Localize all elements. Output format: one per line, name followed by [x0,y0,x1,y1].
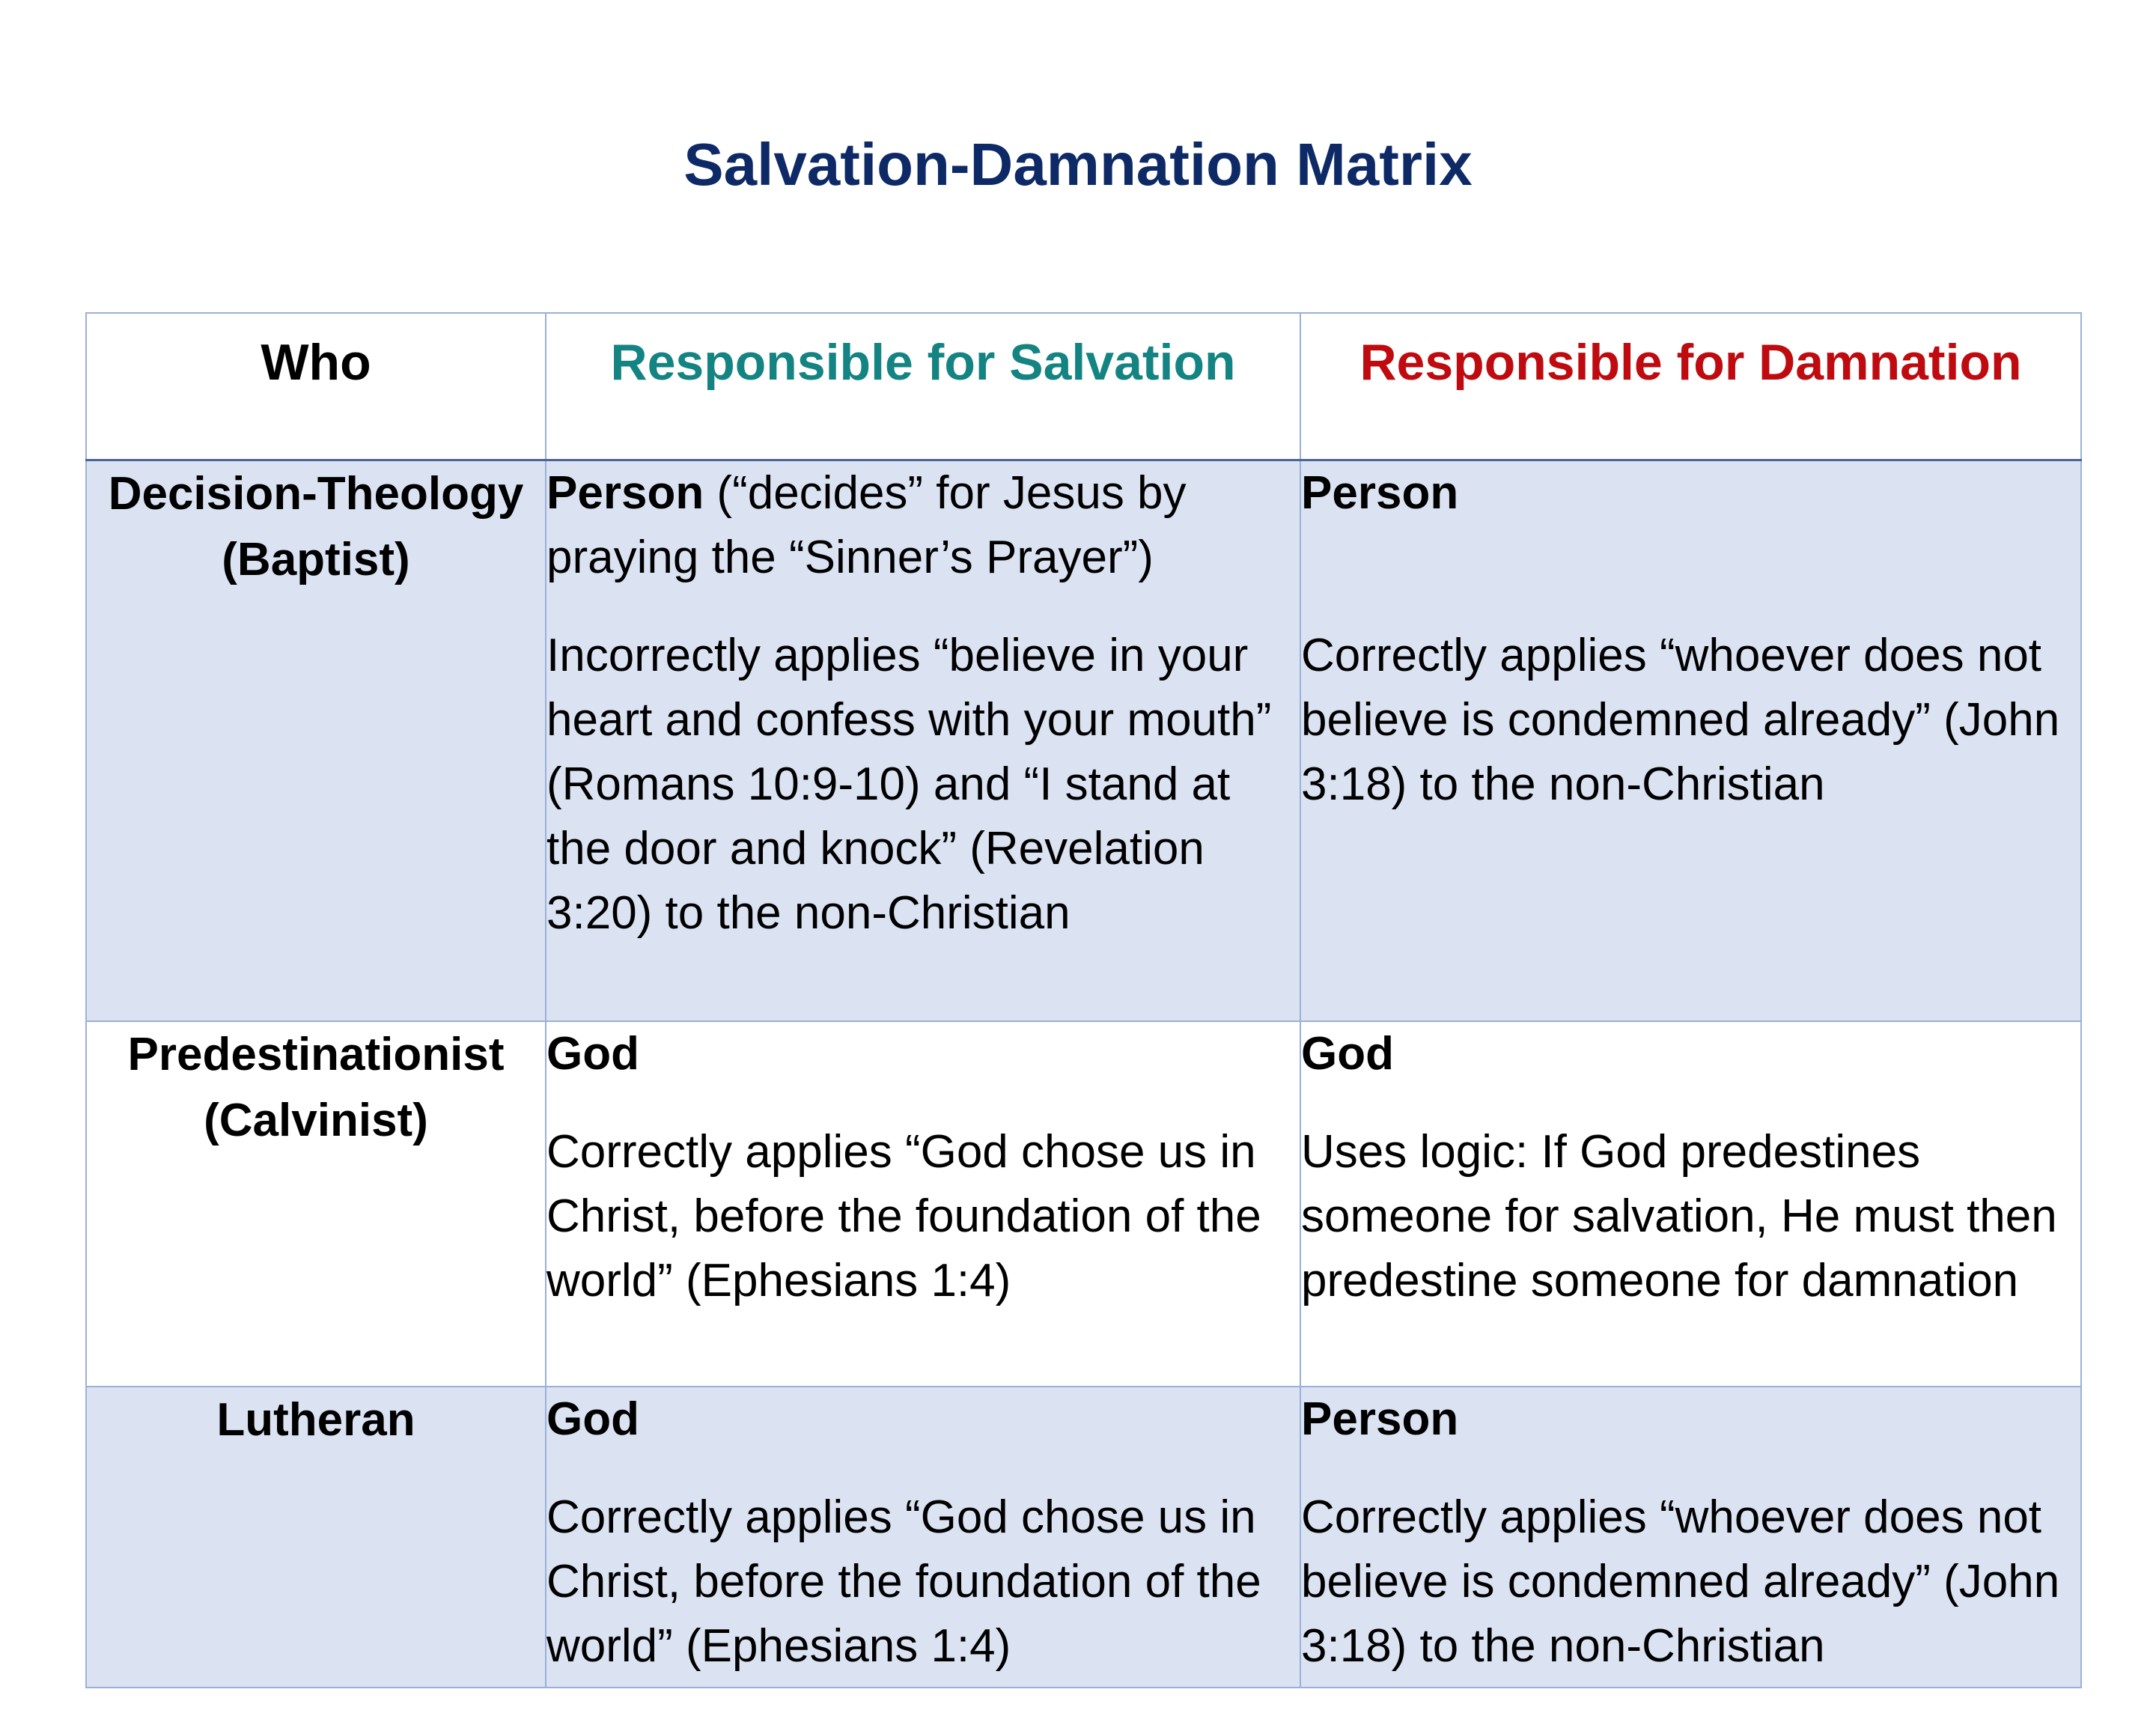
salvation-lead-detail: (“decides” for Jesus by praying the “Sinner’s Prayer”) [546,467,1187,583]
salvation-lead-line [546,1022,1300,1086]
salvation-description: Correctly applies “God chose us in Christ, before the foundation of the world” (Ephesians 1:4) [546,1126,1261,1306]
salvation-lead-line [546,1387,1300,1452]
table-row [86,1021,2081,1387]
salvation-responsible: Person [546,467,704,519]
row-who-cell [86,1387,546,1688]
damnation-lead-line [1301,461,2080,526]
damnation-lead-line [1301,1022,2080,1086]
row-who-label: Lutheran [216,1394,415,1446]
header-salvation: Responsible for Salvation [546,313,1300,460]
salvation-responsible: God [546,1028,639,1080]
salvation-lead-line [546,461,1300,590]
salvation-cell [546,460,1300,1022]
damnation-responsible: God [1301,1028,1394,1080]
header-damnation: Responsible for Damnation [1300,313,2081,460]
page-title: Salvation-Damnation Matrix [683,131,1473,198]
table-row [86,1387,2081,1688]
row-who-cell [86,460,546,1022]
table-row [86,460,2081,1022]
damnation-description: Uses logic: If God predestines someone for salvation, He must then predestine someone for damnation [1301,1126,2057,1306]
header-who: Who [86,313,546,460]
salvation-description: Incorrectly applies “believe in your heart and confess with your mouth” (Romans 10:9-10) and “I stand at the door and knock” (Revelation 3:20) to the non-Christian [546,630,1272,939]
salvation-cell [546,1021,1300,1387]
row-who-label: Predestinationist (Calvinist) [127,1029,505,1146]
salvation-description: Correctly applies “God chose us in Christ, before the foundation of the world” (Ephesians 1:4) [546,1491,1261,1672]
row-who-cell [86,1021,546,1387]
salvation-damnation-table [85,312,2082,1688]
damnation-description: Correctly applies “whoever does not believe is condemned already” (John 3:18) to the non-Christian [1301,630,2060,810]
damnation-cell [1300,1387,2081,1688]
row-who-label: Decision-Theology (Baptist) [108,468,524,585]
damnation-cell [1300,1021,2081,1387]
salvation-cell [546,1387,1300,1688]
damnation-responsible: Person [1301,1393,1459,1445]
salvation-responsible: God [546,1393,639,1445]
damnation-description: Correctly applies “whoever does not believe is condemned already” (John 3:18) to the non-Christian [1301,1491,2060,1672]
header-row [86,313,2081,460]
damnation-lead-line [1301,1387,2080,1452]
damnation-responsible: Person [1301,467,1459,519]
damnation-cell [1300,460,2081,1022]
